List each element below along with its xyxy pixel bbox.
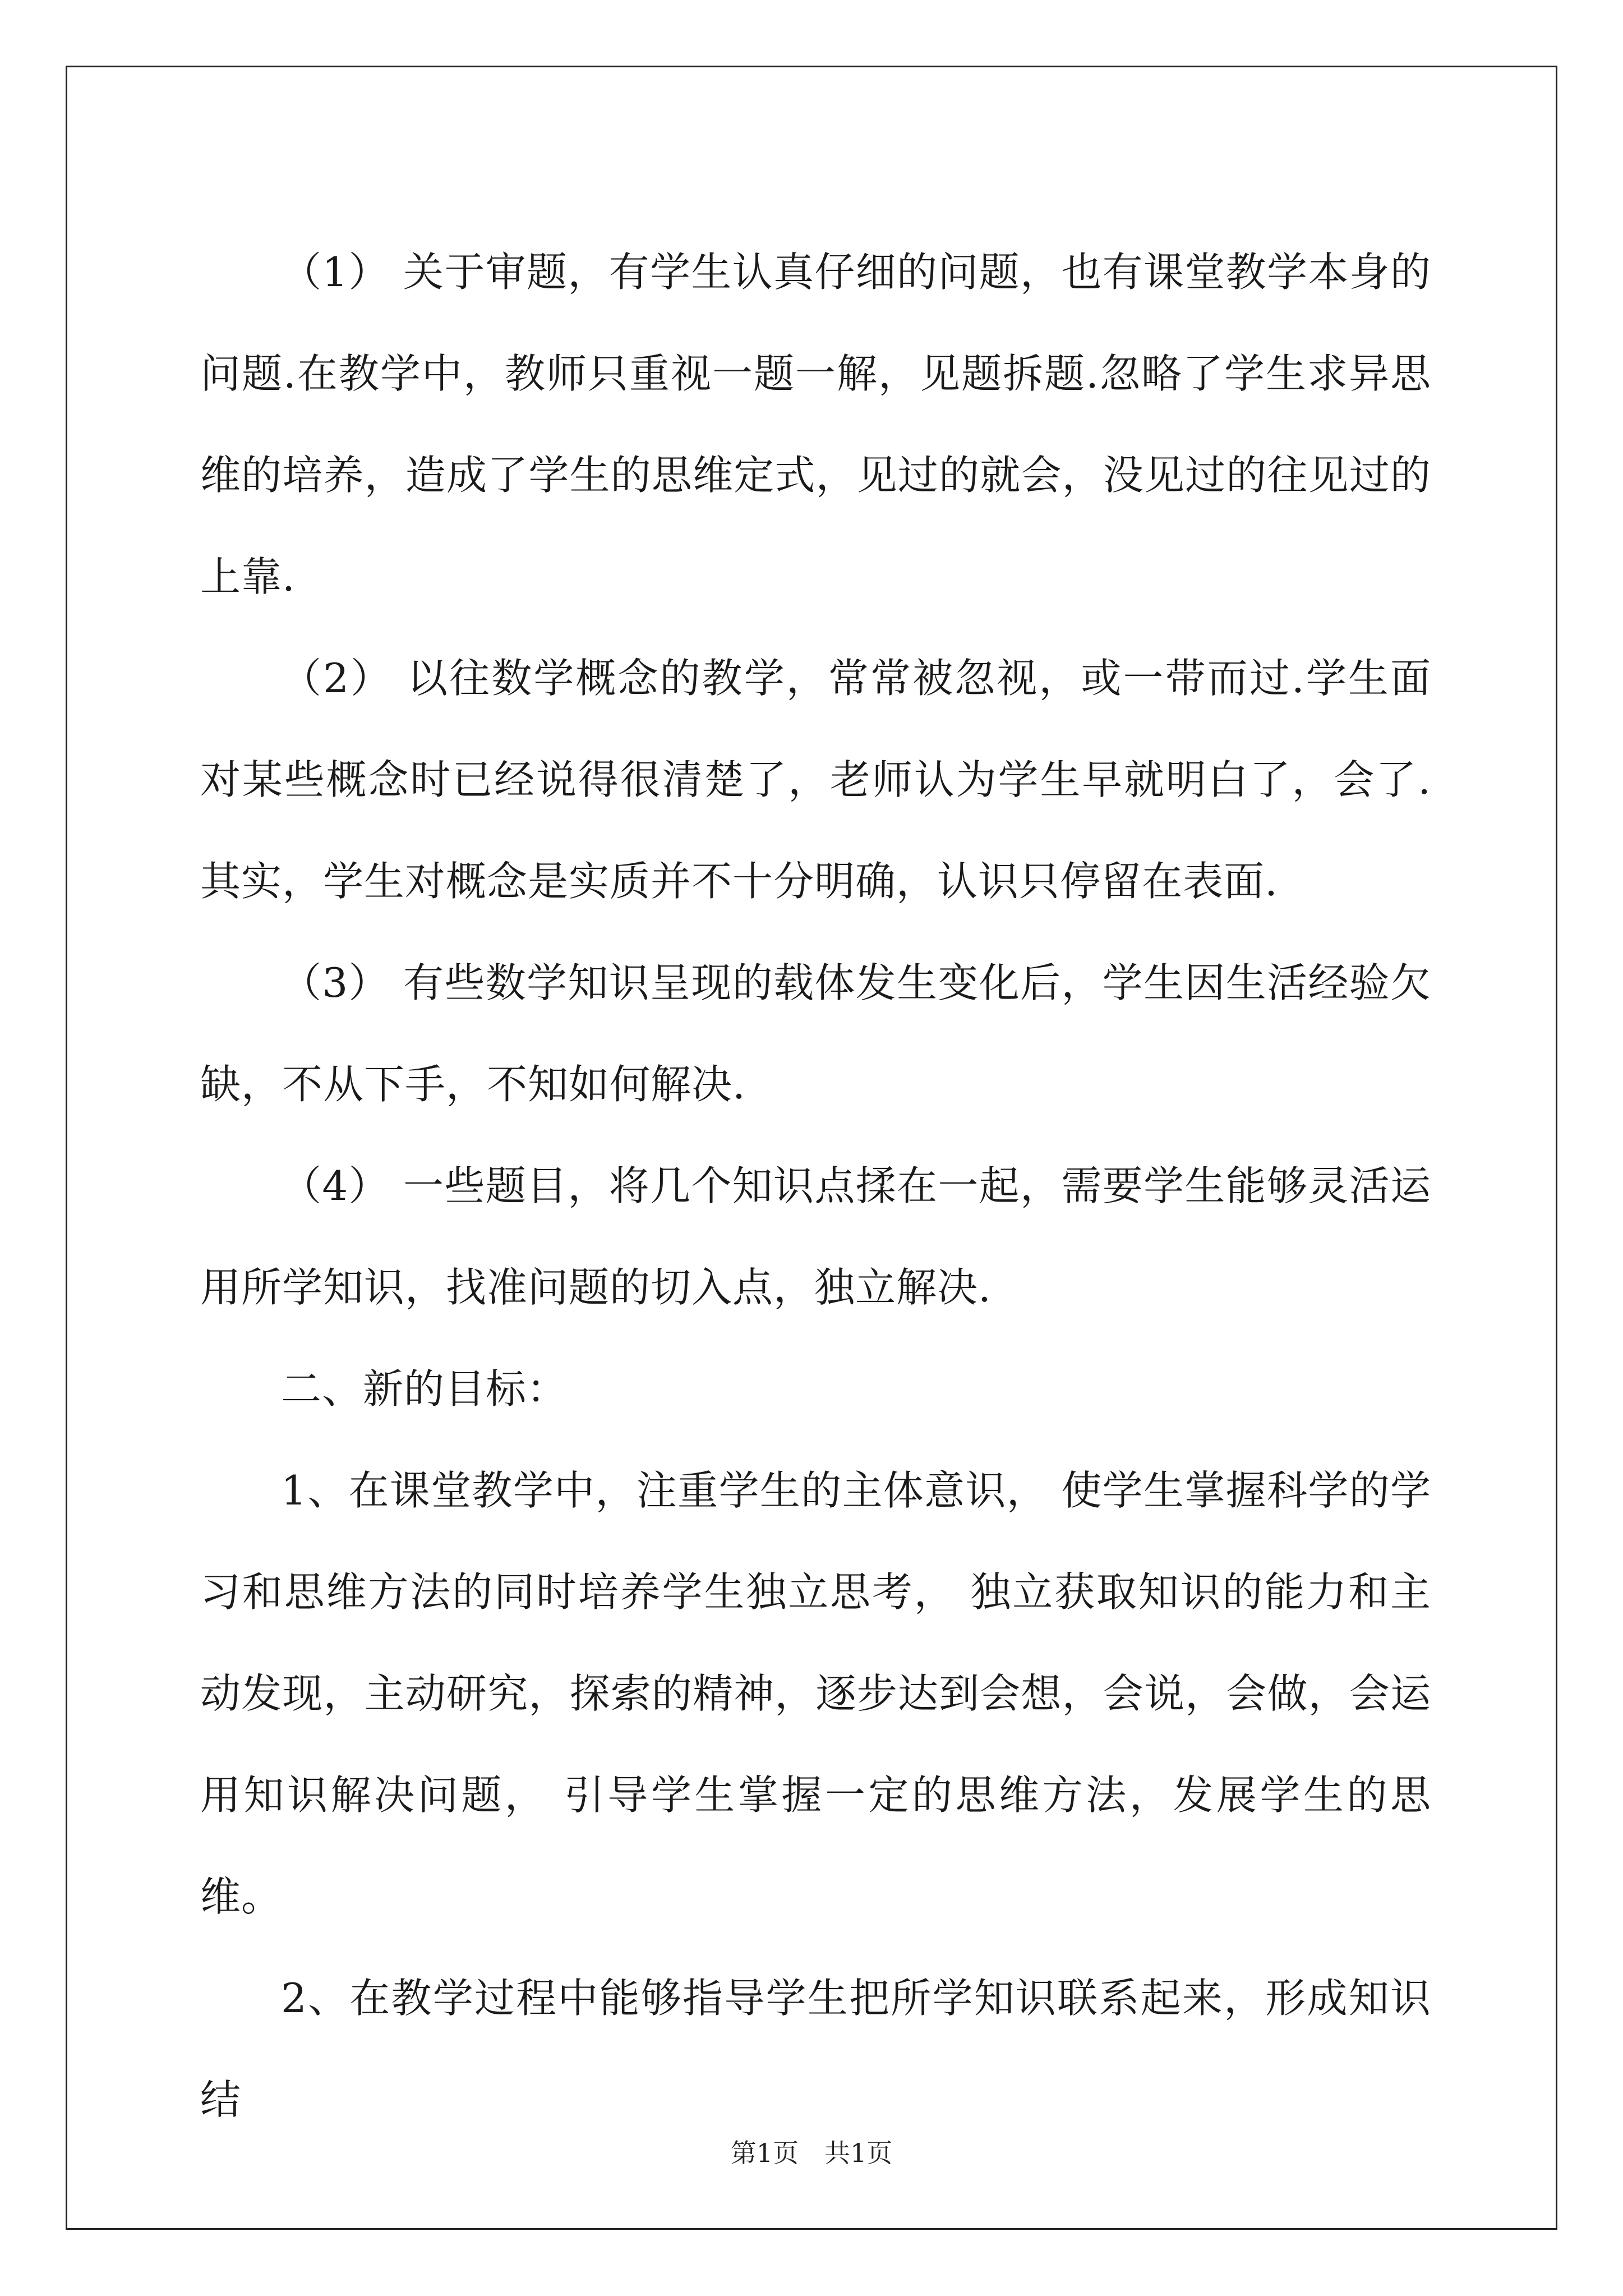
document-body [200, 222, 1431, 2151]
paragraph-2: （2） 以往数学概念的教学，常常被忽视，或一带而过.学生面对某些概念时已经说得很清楚了，老师认为学生早就明白了，会了.其实，学生对概念是实质并不十分明确，认识只停留在表面. [200, 655, 1431, 905]
paragraph-1: （1） 关于审题，有学生认真仔细的问题，也有课堂教学本身的问题.在教学中，教师只重视一题一解，见题拆题.忽略了学生求异思维的培养，造成了学生的思维定式，见过的就会，没见过的往见过的上靠. [200, 249, 1431, 600]
paragraph-4: （4） 一些题目，将几个知识点揉在一起，需要学生能够灵活运用所学知识，找准问题的切入点，独立解决. [200, 1162, 1431, 1311]
page-footer: 第1页 共1页 [730, 2138, 893, 2168]
paragraph-3: （3） 有些数学知识呈现的载体发生变化后，学生因生活经验欠缺，不从下手，不知如何解决. [200, 959, 1431, 1108]
paragraph-goal-1: 1、在课堂教学中，注重学生的主体意识， 使学生掌握科学的学习和思维方法的同时培养学生独立思考， 独立获取知识的能力和主动发现，主动研究，探索的精神，逐步达到会想，会说，会做，会运用知识解决问题， 引导学生掌握一定的思维方法，发展学生的思维。 [200, 1467, 1431, 1920]
paragraph-goal-2: 2、在教学过程中能够指导学生把所学知识联系起来，形成知识结 [200, 1975, 1431, 2123]
section-heading: 二、新的目标： [281, 1365, 568, 1412]
